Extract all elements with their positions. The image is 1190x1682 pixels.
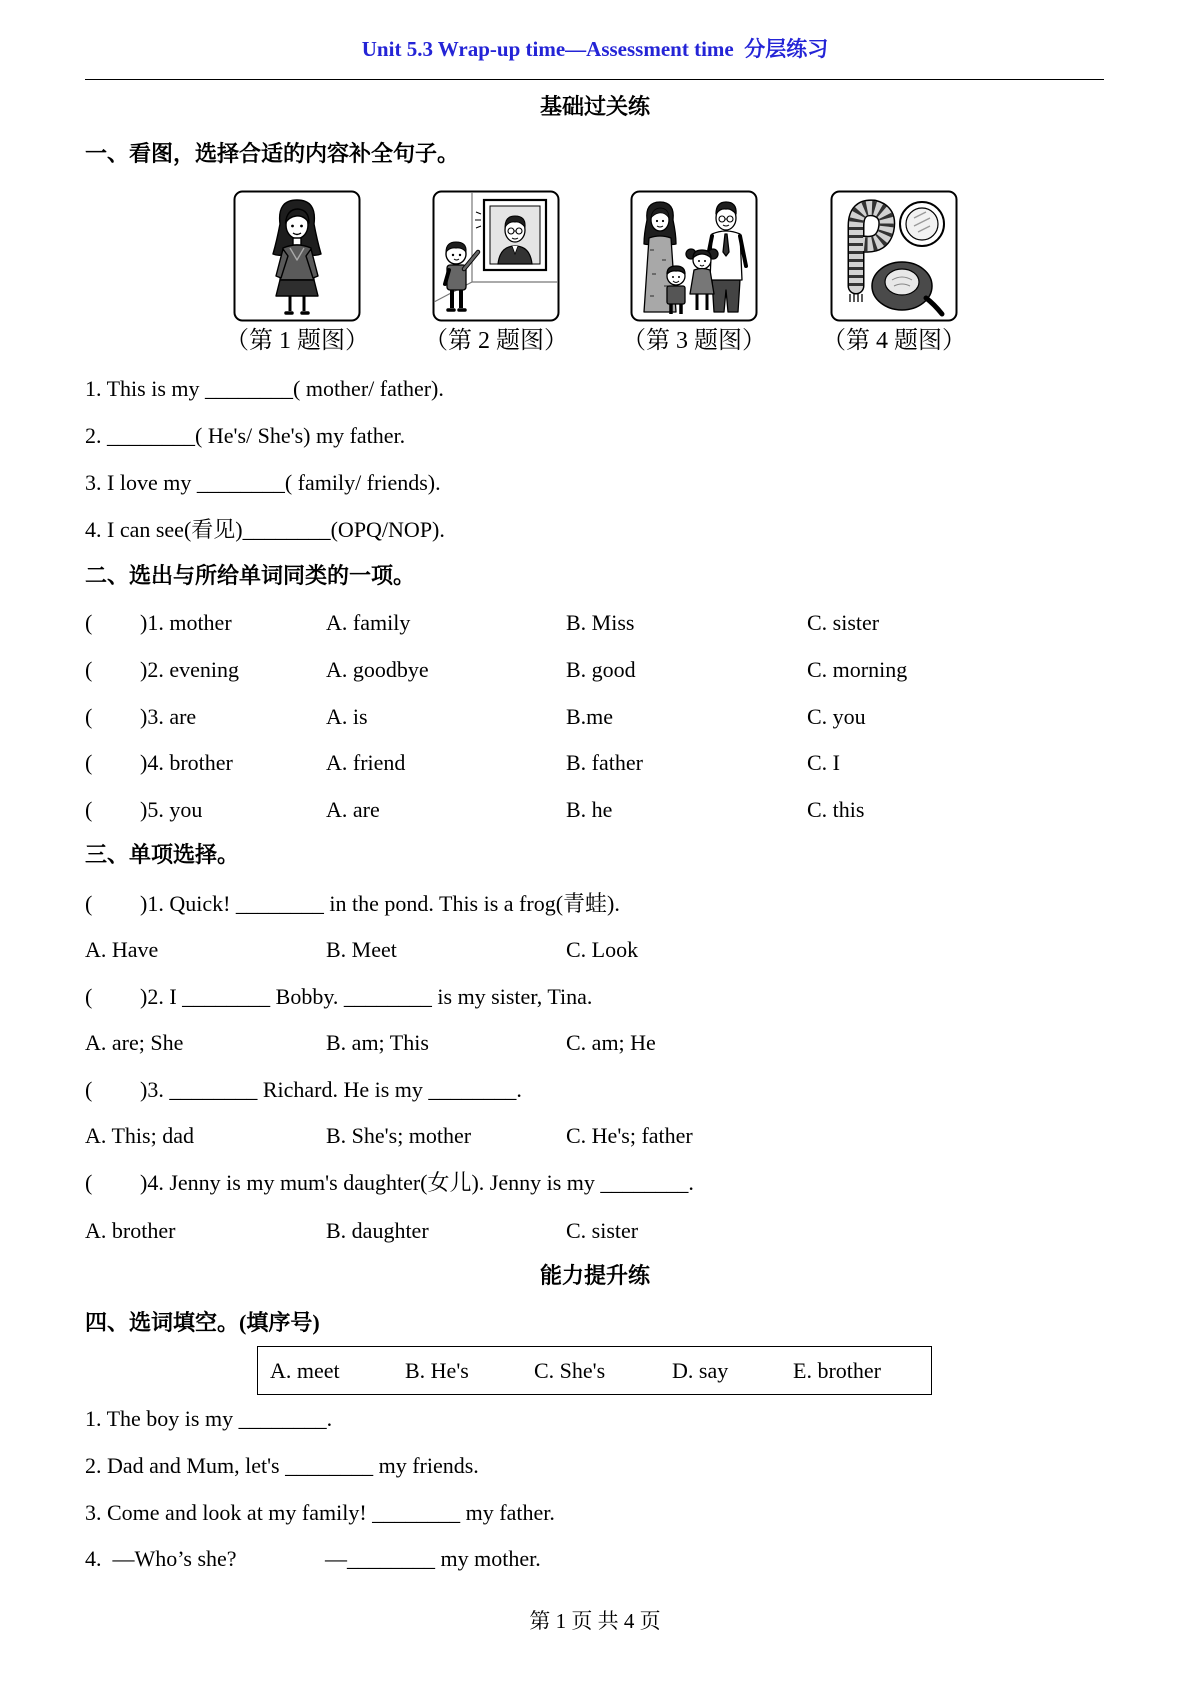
- option-b: B.me: [566, 704, 614, 729]
- question-stem: )5. you: [140, 797, 203, 822]
- question-stem: )2. evening: [140, 657, 239, 682]
- question-stem: )3. ________ Richard. He is my ________.: [140, 1077, 522, 1102]
- answer-paren: (: [85, 657, 93, 682]
- option-c: C. this: [807, 797, 865, 822]
- answer-paren: (: [85, 1077, 93, 1102]
- answer-paren: (: [85, 1170, 93, 1195]
- part4-question-3: 3. Come and look at my family! ________ my father.: [85, 1500, 555, 1525]
- option-c: C. Look: [566, 937, 639, 962]
- part1-question-1: 1. This is my ________( mother/ father).: [85, 376, 444, 401]
- part2-heading: 二、选出与所给单词同类的一项。: [85, 563, 416, 588]
- answer-paren: (: [85, 704, 93, 729]
- option-b: B. am; This: [326, 1030, 429, 1055]
- part4-question-1: 1. The boy is my ________.: [85, 1406, 333, 1431]
- option-b: B. daughter: [326, 1218, 429, 1243]
- word-bank-item: D. say: [672, 1358, 729, 1383]
- part1-question-3: 3. I love my ________( family/ friends).: [85, 470, 441, 495]
- answer-paren: (: [85, 891, 93, 916]
- portrait-frame: [484, 200, 546, 270]
- question-stem: )3. are: [140, 704, 197, 729]
- option-c: C. sister: [807, 610, 880, 635]
- option-b: B. father: [566, 750, 643, 775]
- option-a: A. Have: [85, 937, 159, 962]
- scarf-mirror-hat-illustration: [830, 190, 958, 322]
- option-a: A. are: [326, 797, 380, 822]
- answer-paren: (: [85, 750, 93, 775]
- word-bank-item: A. meet: [270, 1358, 340, 1383]
- option-c: C. I: [807, 750, 840, 775]
- question-stem: )4. Jenny is my mum's daughter(女儿). Jenny is my ________.: [140, 1170, 694, 1195]
- part3-heading: 三、单项选择。: [85, 842, 240, 867]
- option-c: C. am; He: [566, 1030, 656, 1055]
- header-rule: [85, 79, 1104, 80]
- word-bank-item: E. brother: [793, 1358, 881, 1383]
- option-a: A. brother: [85, 1218, 176, 1243]
- word-bank-item: B. He's: [405, 1358, 469, 1383]
- option-c: C. He's; father: [566, 1123, 693, 1148]
- part4-question-4: 4. —Who’s she?: [85, 1546, 237, 1571]
- page-title: Unit 5.3 Wrap-up time—Assessment time 分层练习: [361, 37, 829, 61]
- figure-caption-2: （第 2 题图）: [424, 328, 568, 354]
- figure-caption-4: （第 4 题图）: [822, 328, 966, 354]
- page-number: 第 1 页 共 4 页: [529, 1609, 661, 1633]
- figure-caption-1: （第 1 题图）: [225, 328, 369, 354]
- option-a: A. is: [326, 704, 368, 729]
- section-title-advanced: 能力提升练: [539, 1263, 650, 1288]
- option-a: A. goodbye: [326, 657, 429, 682]
- option-b: B. Miss: [566, 610, 635, 635]
- part1-heading: 一、看图，选择合适的内容补全句子。: [85, 141, 460, 166]
- option-b: B. She's; mother: [326, 1123, 472, 1148]
- word-bank-item: C. She's: [534, 1358, 606, 1383]
- part4-question-4-answer: —________ my mother.: [325, 1546, 541, 1571]
- part4-question-2: 2. Dad and Mum, let's ________ my friends.: [85, 1453, 479, 1478]
- boy-pointing-at-portrait-illustration: [432, 190, 560, 322]
- option-b: B. he: [566, 797, 613, 822]
- part1-question-2: 2. ________( He's/ She's) my father.: [85, 423, 406, 448]
- option-a: A. friend: [326, 750, 406, 775]
- question-stem: )1. mother: [140, 610, 232, 635]
- option-c: C. you: [807, 704, 866, 729]
- option-c: C. morning: [807, 657, 908, 682]
- option-a: A. are; She: [85, 1030, 184, 1055]
- part4-heading: 四、选词填空。(填序号): [85, 1310, 320, 1335]
- option-b: B. Meet: [326, 937, 397, 962]
- option-a: A. family: [326, 610, 411, 635]
- figure-caption-3: （第 3 题图）: [622, 328, 766, 354]
- family-illustration: [630, 190, 758, 322]
- word-bank-box: [257, 1346, 932, 1395]
- question-stem: )2. I ________ Bobby. ________ is my sister, Tina.: [140, 984, 593, 1009]
- answer-paren: (: [85, 797, 93, 822]
- question-stem: )1. Quick! ________ in the pond. This is a frog(青蛙).: [140, 891, 620, 916]
- section-title-basic: 基础过关练: [539, 94, 650, 119]
- question-stem: )4. brother: [140, 750, 233, 775]
- part1-question-4: 4. I can see(看见)________(OPQ/NOP).: [85, 517, 445, 542]
- answer-paren: (: [85, 984, 93, 1009]
- option-a: A. This; dad: [85, 1123, 194, 1148]
- option-c: C. sister: [566, 1218, 639, 1243]
- answer-paren: (: [85, 610, 93, 635]
- mirror-icon: [900, 202, 944, 246]
- option-b: B. good: [566, 657, 636, 682]
- mother-illustration: [233, 190, 361, 322]
